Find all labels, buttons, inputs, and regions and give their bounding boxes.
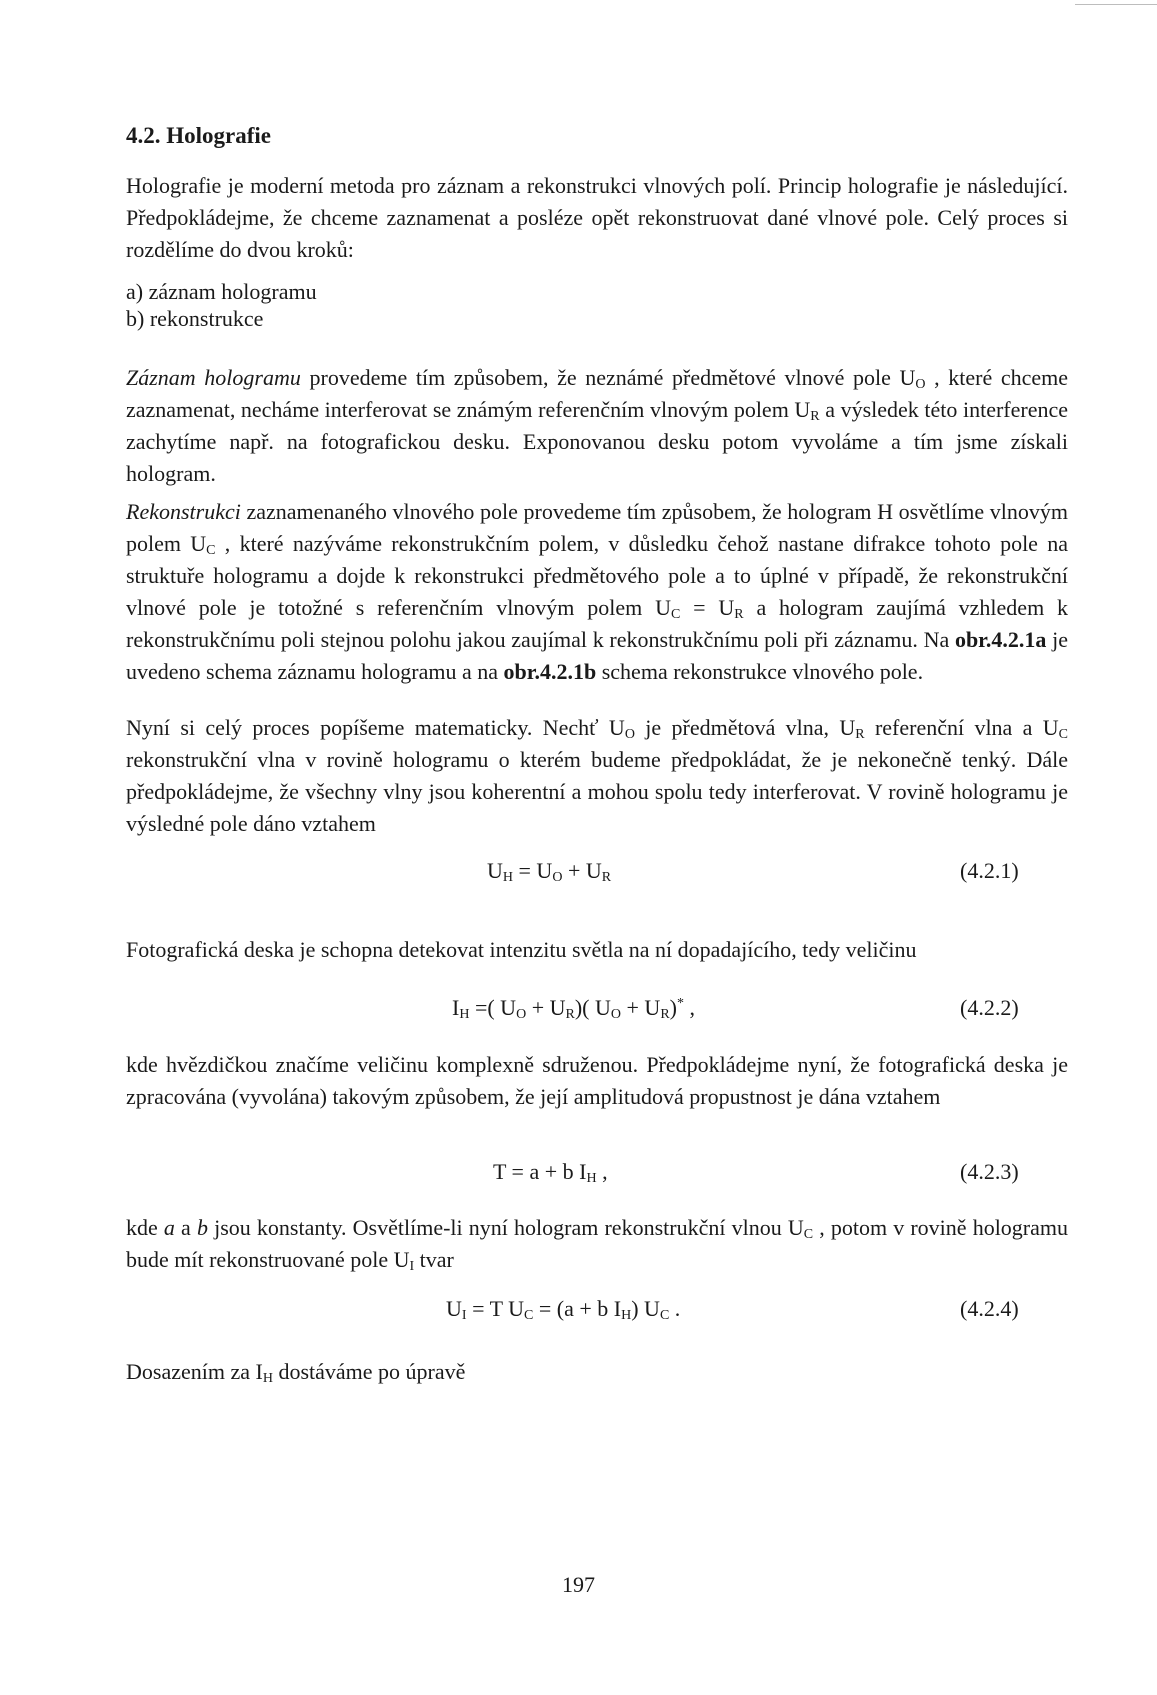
variable-b: b xyxy=(196,1215,208,1240)
equation-number-4-2-1: (4.2.1) xyxy=(960,858,1019,883)
reconstruction-paragraph: Rekonstrukci zaznamenaného vlnového pole provedeme tím způsobem, že hologram H osvětlíme vlnovým polem $U_C$ , které nazýváme rekonstrukčním polem, v důsledku čehož nastane difrakce tohoto pole na struktuře hologramu a dojde k rekonstrukci předmětového pole a to úplné v případě, že rekonstrukční vlnové pole je totožné s referenčním vlnovým polem $U_C = U_R$ a hologram zaujímá vzhledem k rekonstrukčnímu poli stejnou polohu jakou zaujímal k rekonstrukčnímu poli při záznamu. Na obr.4.2.1a je uvedeno schema záznamu hologramu a na obr.4.2.1b schema rekonstrukce vlnového pole. xyxy=(126,499,1069,684)
equation-number-4-2-3: (4.2.3) xyxy=(960,1159,1019,1184)
substitution-paragraph: Dosazením za $I_H$ dostáváme po úpravě xyxy=(126,1359,466,1386)
constants-paragraph: kde a a b jsou konstanty. Osvětlíme-li nyní hologram rekonstrukční vlnou $U_C$ , potom v rovině hologramu bude mít rekonstruované pole $U_I$ tvar xyxy=(126,1215,1069,1274)
recording-paragraph: Záznam hologramu provedeme tím způsobem, že neznámé předmětové vlnové pole $U_O$ , které chceme zaznamenat, necháme interferovat se známým referenčním vlnovým polem $U_R$ a výsledek této interference zachytíme např. na fotografickou desku. Exponovanou desku potom vyvoláme a tím jsme získali hologram. xyxy=(126,365,1069,486)
section-title: 4.2. Holografie xyxy=(126,123,271,148)
figure-ref-1b: obr.4.2.1b xyxy=(503,659,597,684)
term-reconstruction: Rekonstrukci xyxy=(126,499,241,524)
step-a: a) záznam hologramu xyxy=(126,279,317,304)
equation-number-4-2-4: (4.2.4) xyxy=(960,1296,1019,1321)
equation-4-2-4: $U_I = T$ $U_C = (a + b$ $I_H$) $U_C$ . xyxy=(446,1296,681,1323)
equation-number-4-2-2: (4.2.2) xyxy=(960,995,1019,1020)
page-number: 197 xyxy=(562,1572,595,1597)
intro-paragraph: Holografie je moderní metoda pro záznam a rekonstrukci vlnových polí. Princip holografie je následující. Předpokládejme, že chceme zaznamenat a posléze opět rekonstruovat dané vlnové pole. Celý proces si rozdělíme do dvou kroků: xyxy=(126,173,1068,262)
equation-4-2-1: $U_H = U_O + U_R$ xyxy=(487,858,612,885)
figure-ref-1a: obr.4.2.1a xyxy=(954,627,1047,652)
equation-4-2-3: T = a + b $I_H$ , xyxy=(493,1159,608,1186)
term-hologram-recording: Záznam hologramu xyxy=(126,365,301,390)
photo-plate-paragraph: Fotografická deska je schopna detekovat intenzitu světla na ní dopadajícího, tedy veličinu xyxy=(126,937,917,962)
equation-4-2-2: $I_H$ =( $U_O + U_R$)( $U_O + U_R)^*$ , xyxy=(452,995,695,1022)
math-paragraph: Nyní si celý proces popíšeme matematicky. Nechť $U_O$ je předmětová vlna, $U_R$ referenční vlna a $U_C$ rekonstrukční vlna v rovině hologramu o kterém budeme předpokládat, že je nekonečně tenký. Dále předpokládejme, že všechny vlny jsou koherentní a mohou spolu tedy interferovat. V rovině hologramu je výsledné pole dáno vztahem xyxy=(126,715,1068,836)
scan-edge-line xyxy=(1075,4,1157,5)
conjugate-paragraph: kde hvězdičkou značíme veličinu komplexně sdruženou. Předpokládejme nyní, že fotografická deska je zpracována (vyvolána) takovým způsobem, že její amplitudová propustnost je dána vztahem xyxy=(126,1052,1068,1109)
step-b: b) rekonstrukce xyxy=(126,306,264,331)
variable-a: a xyxy=(163,1215,175,1240)
